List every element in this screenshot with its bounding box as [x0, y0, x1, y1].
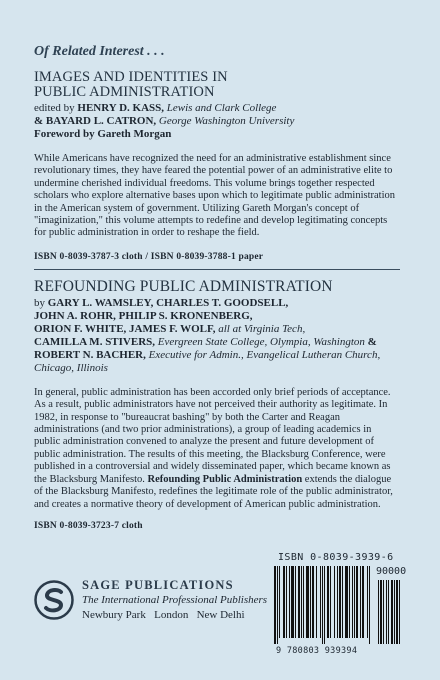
- barcode-price-code: 90000: [376, 566, 407, 577]
- barcode-bar: [322, 566, 323, 644]
- book1-isbn: ISBN 0-8039-3787-3 cloth / ISBN 0-8039-3788-1 paper: [34, 251, 264, 262]
- ampersand: &: [34, 115, 44, 127]
- book1-title-line2: PUBLIC ADMINISTRATION: [34, 84, 215, 100]
- book2-isbn: ISBN 0-8039-3723-7 cloth: [34, 520, 143, 531]
- publisher-tagline: The International Professional Publishers: [82, 594, 268, 606]
- barcode-bar: [289, 566, 290, 638]
- barcode-addon-bar: [399, 580, 400, 644]
- affiliation-virginia-tech: all at Virginia Tech,: [218, 322, 306, 335]
- edited-by-label: edited by: [34, 102, 75, 114]
- author-stivers: CAMILLA M. STIVERS,: [34, 335, 156, 348]
- barcode-bar: [306, 566, 309, 638]
- publisher-name: SAGE PUBLICATIONS: [82, 578, 234, 592]
- authors-line1: GARY L. WAMSLEY, CHARLES T. GOODSELL,: [47, 296, 289, 309]
- barcode-bar: [303, 566, 304, 638]
- barcode-bar: [367, 566, 368, 638]
- book2-description-part1: In general, public administration has been accorded only brief periods of acceptance. As a result, public administrators have not perceived their authority as legitimate. In 1982, in response to "bureaucrat bashing" by both the Carter and Reagan administrations (and two prior administrations), a group of leading academics in public administration convened to analyze the present and future development of public administration. The results of this meeting, the Blacksburg Conference, were published in a controversial and widely disseminated paper, which became known as the Blacksburg Manifesto.: [34, 386, 391, 485]
- barcode-bar: [327, 566, 329, 638]
- barcode-bar: [334, 566, 335, 638]
- barcode-bar: [320, 566, 321, 638]
- barcode-bar: [277, 566, 278, 644]
- barcode-bar: [274, 566, 276, 644]
- barcode-bar: [352, 566, 353, 638]
- publisher-footer: [34, 552, 414, 668]
- by-label: by: [34, 296, 45, 309]
- editor1-affiliation: Lewis and Clark College: [166, 102, 277, 114]
- barcode-bar: [354, 566, 355, 638]
- barcode-digits: 9 780803 939394: [276, 646, 358, 656]
- barcode-bar: [324, 566, 325, 644]
- affiliation-evergreen: Evergreen State College, Olympia, Washington: [157, 335, 365, 348]
- author-bacher: ROBERT N. BACHER,: [34, 348, 146, 361]
- related-interest-heading: Of Related Interest . . .: [34, 44, 165, 59]
- barcode-bar: [286, 566, 287, 638]
- editor2-affiliation: George Washington University: [158, 115, 295, 127]
- ampersand: &: [367, 335, 377, 348]
- barcode-bar: [362, 566, 364, 638]
- book1-byline: [34, 102, 400, 141]
- barcode-bar: [316, 566, 317, 638]
- barcode-addon-bar: [388, 580, 389, 644]
- publisher-cities: Newbury Park London New Delhi: [82, 609, 245, 621]
- book2-byline: [34, 297, 400, 375]
- barcode-bar: [369, 566, 370, 644]
- barcode-bar: [301, 566, 302, 638]
- section-divider: [34, 269, 400, 270]
- barcode-block: [258, 552, 414, 662]
- barcode-bar: [356, 566, 358, 638]
- book2-description: [34, 387, 400, 511]
- barcode-bar: [279, 566, 280, 638]
- editor1-name: HENRY D. KASS,: [77, 102, 164, 114]
- barcode-bar: [298, 566, 300, 638]
- book1-description: While Americans have recognized the need for an administrative establishment since revolutionary times, they have feared the potential power of an administrative elite to undermine cherished individual freedoms. This volume brings together respected scholars who explore alternative bases upon which to legitimate public administration in the American system of government. Utilizing Gareth Morgan's concept of "imaginization," this volume attempts to redefine and develop legitimating concepts for public administration in order to reshape the field.: [34, 153, 395, 239]
- ean-barcode: [258, 566, 414, 648]
- barcode-addon-bar: [383, 580, 384, 644]
- barcode-bar: [310, 566, 311, 638]
- barcode-bar: [291, 566, 294, 638]
- book2-description-part2: extends the dialogue of the Blacksburg Manifesto, redefines the legitimate role of the public administrator, and creates a normative theory of development of American public administration.: [34, 473, 393, 510]
- barcode-addon-bar: [378, 580, 379, 644]
- barcode-bar: [360, 566, 361, 638]
- authors-line2: JOHN A. ROHR, PHILIP S. KRONENBERG,: [34, 309, 253, 322]
- barcode-addon-bar: [380, 580, 382, 644]
- book1-title: [34, 70, 400, 100]
- barcode-bar: [349, 566, 350, 638]
- affiliation-lutheran: Executive for Admin., Evangelical Lutheran Church, Chicago, Illinois: [34, 348, 381, 374]
- authors-line3: ORION F. WHITE, JAMES F. WOLF,: [34, 322, 216, 335]
- barcode-isbn-label: ISBN 0-8039-3939-6: [278, 552, 394, 563]
- editor2-name: BAYARD L. CATRON,: [45, 115, 157, 127]
- barcode-bar: [283, 566, 285, 638]
- barcode-bar: [337, 566, 338, 638]
- barcode-bar: [295, 566, 296, 638]
- barcode-bar: [312, 566, 314, 638]
- barcode-bar: [330, 566, 331, 638]
- book1-title-line1: IMAGES AND IDENTITIES IN: [34, 69, 228, 85]
- foreword-credit: Foreword by Gareth Morgan: [34, 128, 172, 140]
- barcode-addon-bar: [396, 580, 398, 644]
- barcode-bar: [339, 566, 341, 638]
- barcode-bar: [342, 566, 343, 638]
- barcode-addon-bar: [391, 580, 393, 644]
- barcode-addon-bar: [386, 580, 387, 644]
- book2-description-bold-title: Refounding Public Administration: [147, 473, 303, 485]
- book2-title: REFOUNDING PUBLIC ADMINISTRATION: [34, 277, 333, 295]
- sage-s-logo-icon: [34, 580, 74, 620]
- barcode-addon-bar: [394, 580, 395, 644]
- barcode-bar: [345, 566, 348, 638]
